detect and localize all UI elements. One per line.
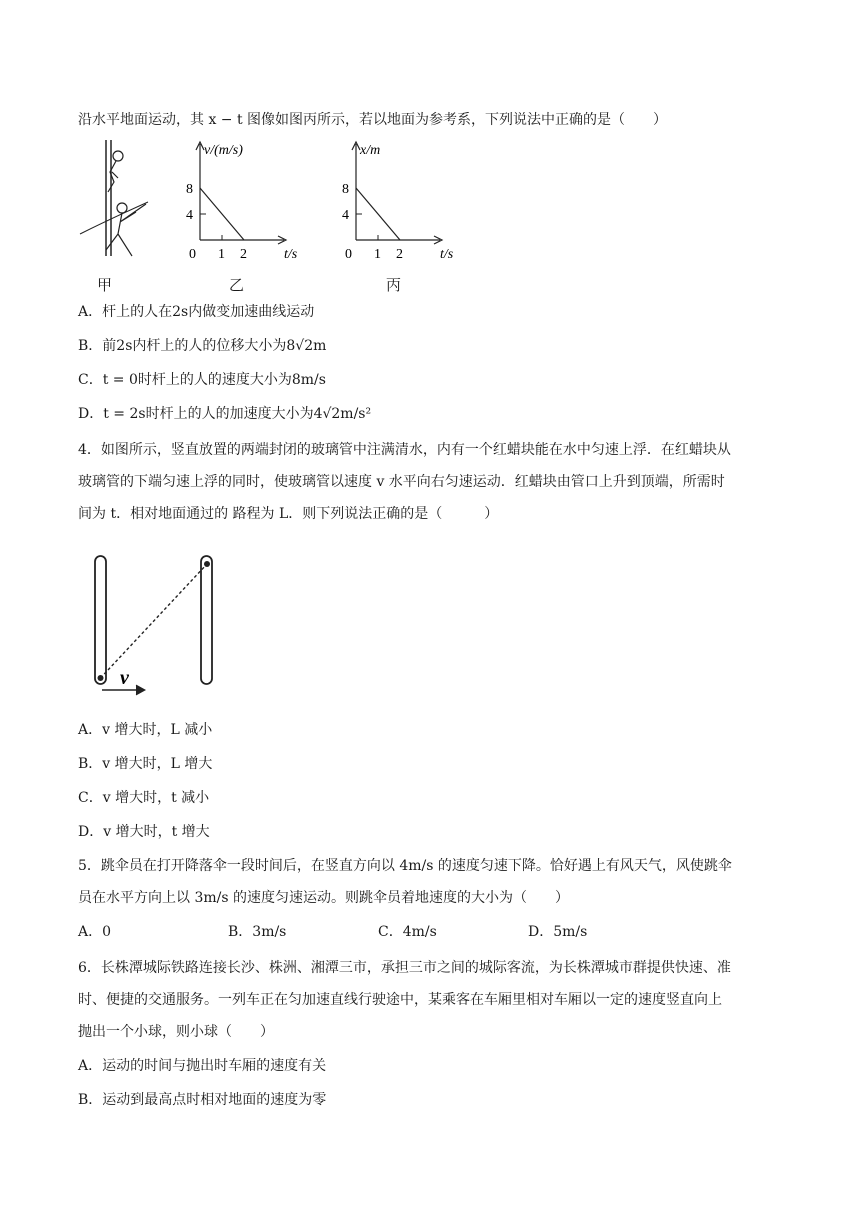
bing-x-axis-label: t/s xyxy=(440,247,454,262)
q3-stem: 沿水平地面运动，其 x − t 图像如图丙所示，若以地面为参考系，下列说法中正确的是（ ） xyxy=(78,112,668,128)
q6-option-a: A．运动的时间与抛出时车厢的速度有关 xyxy=(78,1058,327,1074)
q3-option-c: C．t = 0时杆上的人的速度大小为8m/s xyxy=(78,372,326,388)
bing-tick-4: 4 xyxy=(342,208,349,223)
q6-stem-line-1: 6．长株潭城际铁路连接长沙、株洲、湘潭三市，承担三市之间的城际客流，为长株潭城市群提供快速、准 xyxy=(78,960,731,976)
q4-stem-line-1: 4．如图所示，竖直放置的两端封闭的玻璃管中注满清水，内有一个红蜡块能在水中匀速上浮．在红蜡块从 xyxy=(78,442,731,458)
q4-option-d: D．v 增大时，t 增大 xyxy=(78,824,210,840)
figure-yi-vt-graph xyxy=(184,138,324,262)
q5-option-b: B．3m/s xyxy=(228,924,287,940)
yi-x-axis-label: t/s xyxy=(284,247,298,262)
bing-y-axis-label: x/m xyxy=(360,143,381,158)
yi-tick-2: 2 xyxy=(240,247,247,262)
yi-y-axis-label: v/(m/s) xyxy=(204,143,243,158)
q4-option-c: C．v 增大时，t 减小 xyxy=(78,790,210,806)
q4-option-b: B．v 增大时，L 增大 xyxy=(78,756,213,772)
wax-block-end xyxy=(204,561,210,567)
q3-option-d: D．t = 2s时杆上的人的加速度大小为4√2m/s² xyxy=(78,406,372,422)
wax-block-start xyxy=(98,675,104,681)
yi-tick-8: 8 xyxy=(186,182,193,197)
figure-jia xyxy=(78,138,158,272)
figure-glass-tubes xyxy=(90,550,230,700)
q3-option-b: B．前2s内杆上的人的位移大小为8√2m xyxy=(78,338,327,354)
q5-stem-line-1: 5．跳伞员在打开降落伞一段时间后，在竖直方向以 4m/s 的速度匀速下降。恰好遇上有风天气，风使跳伞 xyxy=(78,858,732,874)
q3-option-a: A．杆上的人在2s内做变加速曲线运动 xyxy=(78,304,315,320)
bing-tick-0: 0 xyxy=(345,247,352,262)
yi-tick-4: 4 xyxy=(186,208,193,223)
bing-tick-1: 1 xyxy=(374,247,381,262)
bing-tick-8: 8 xyxy=(342,182,349,197)
q5-stem-line-2: 员在水平方向上以 3m/s 的速度匀速运动。则跳伞员着地速度的大小为（ ） xyxy=(78,890,569,906)
yi-tick-0: 0 xyxy=(189,247,196,262)
q4-option-a: A．v 增大时，L 减小 xyxy=(78,722,213,738)
figure-jia-label: 甲 xyxy=(97,276,113,294)
q5-option-c: C．4m/s xyxy=(378,924,437,940)
figure-bing-xt-graph xyxy=(340,138,480,262)
q4-stem-line-3: 间为 t．相对地面通过的 路程为 L．则下列说法正确的是（ ） xyxy=(78,506,499,522)
q6-stem-line-2: 时、便捷的交通服务。一列车正在匀加速直线行驶途中，某乘客在车厢里相对车厢以一定的速度竖直向上 xyxy=(78,992,722,1008)
q5-option-d: D．5m/s xyxy=(528,924,588,940)
q4-stem-line-2: 玻璃管的下端匀速上浮的同时，使玻璃管以速度 v 水平向右匀速运动．红蜡块由管口上升到顶端，所需时 xyxy=(78,474,725,490)
figure-bing-label: 丙 xyxy=(386,276,402,294)
q6-option-b: B．运动到最高点时相对地面的速度为零 xyxy=(78,1092,327,1108)
bing-tick-2: 2 xyxy=(396,247,403,262)
q5-option-a: A．0 xyxy=(78,924,112,940)
velocity-label: v xyxy=(120,667,129,689)
q6-stem-line-3: 抛出一个小球，则小球（ ） xyxy=(78,1024,274,1040)
figure-yi-label: 乙 xyxy=(229,276,245,294)
yi-tick-1: 1 xyxy=(218,247,225,262)
q5-options xyxy=(78,922,778,942)
